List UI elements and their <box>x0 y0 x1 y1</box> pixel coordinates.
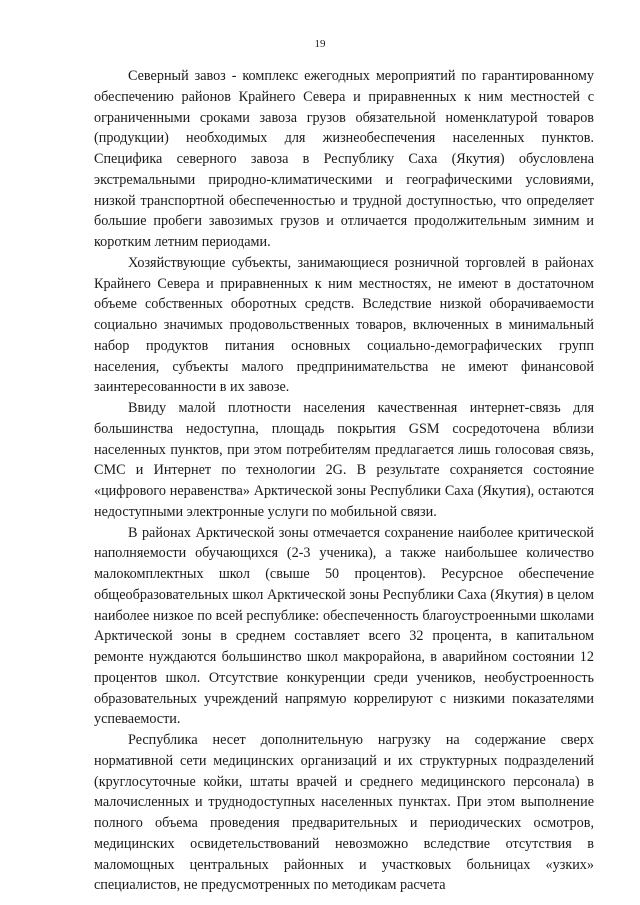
paragraph-retail-entities: Хозяйствующие субъекты, занимающиеся розничной торговлей в районах Крайнего Севера и приравненных к ним местностях, не имеют в достаточном объеме собственных оборотных средств. Вследствие низкой оборачиваемости социально значимых продовольственных товаров, включенных в минимальный набор продуктов питания основных социально-демографических групп населения, субъекты малого предпринимательства не имеют финансовой заинтересованности в их завозе. <box>94 254 594 396</box>
paragraph-northern-delivery: Северный завоз - комплекс ежегодных мероприятий по гарантированному обеспечению районов Крайнего Севера и приравненных к ним местностей с ограниченными сроками завоза грузов обязательной номенклатурой товаров (продукции) необходимых для жизнеобеспечения населенных пунктов. Специфика северного завоза в Республику Саха (Якутия) обусловлена экстремальными природно-климатическими и географическими условиями, низкой транспортной обеспеченностью и трудной доступностью, что определяет большие пробеги завозимых грузов и отличается продолжительным зимним и коротким летним периодами. <box>94 68 594 250</box>
page-number: 19 <box>314 38 326 50</box>
paragraph-medical-network: Республика несет дополнительную нагрузку на содержание сверх нормативной сети медицинских организаций и их структурных подразделений (круглосуточные койки, штаты врачей и среднего медицинского персонала) в малочисленных и труднодоступных населенных пунктах. При этом выполнение полного объема проведения предварительных и периодических осмотров, медицинских освидетельствований невозможно вследствие отсутствия в маломощных центральных районных и участковых больницах «узких» специалистов, не предусмотренных по методикам расчета <box>94 732 594 894</box>
paragraph-schools: В районах Арктической зоны отмечается сохранение наиболее критической наполняемости обучающихся (2-3 ученика), а также наибольшее количество малокомплектных школ (свыше 50 процентов). Ресурсное обеспечение общеобразовательных школ Арктической зоны Республики Саха (Якутия) в целом наиболее низкое по всей республике: обеспеченность благоустроенными школами Арктической зоны в среднем составляет всего 32 процента, в капитальном ремонте нуждаются большинство школ макрорайона, в аварийном состоянии 12 процентов школ. Отсутствие конкуренции среди учеников, необустроенность образовательных учреждений напрямую коррелируют с низкими показателями успеваемости. <box>94 524 594 728</box>
paragraph-internet-access: Ввиду малой плотности населения качественная интернет-связь для большинства недоступна, площадь покрытия GSM сосредоточена вблизи населенных пунктов, при этом потребителям предлагается лишь голосовая связь, СМС и Интернет по технологии 2G. В результате сохраняется состояние «цифрового неравенства» Арктической зоны Республики Саха (Якутия), остаются недоступными электронные услуги по мобильной связи. <box>94 400 594 520</box>
document-body <box>94 66 594 896</box>
